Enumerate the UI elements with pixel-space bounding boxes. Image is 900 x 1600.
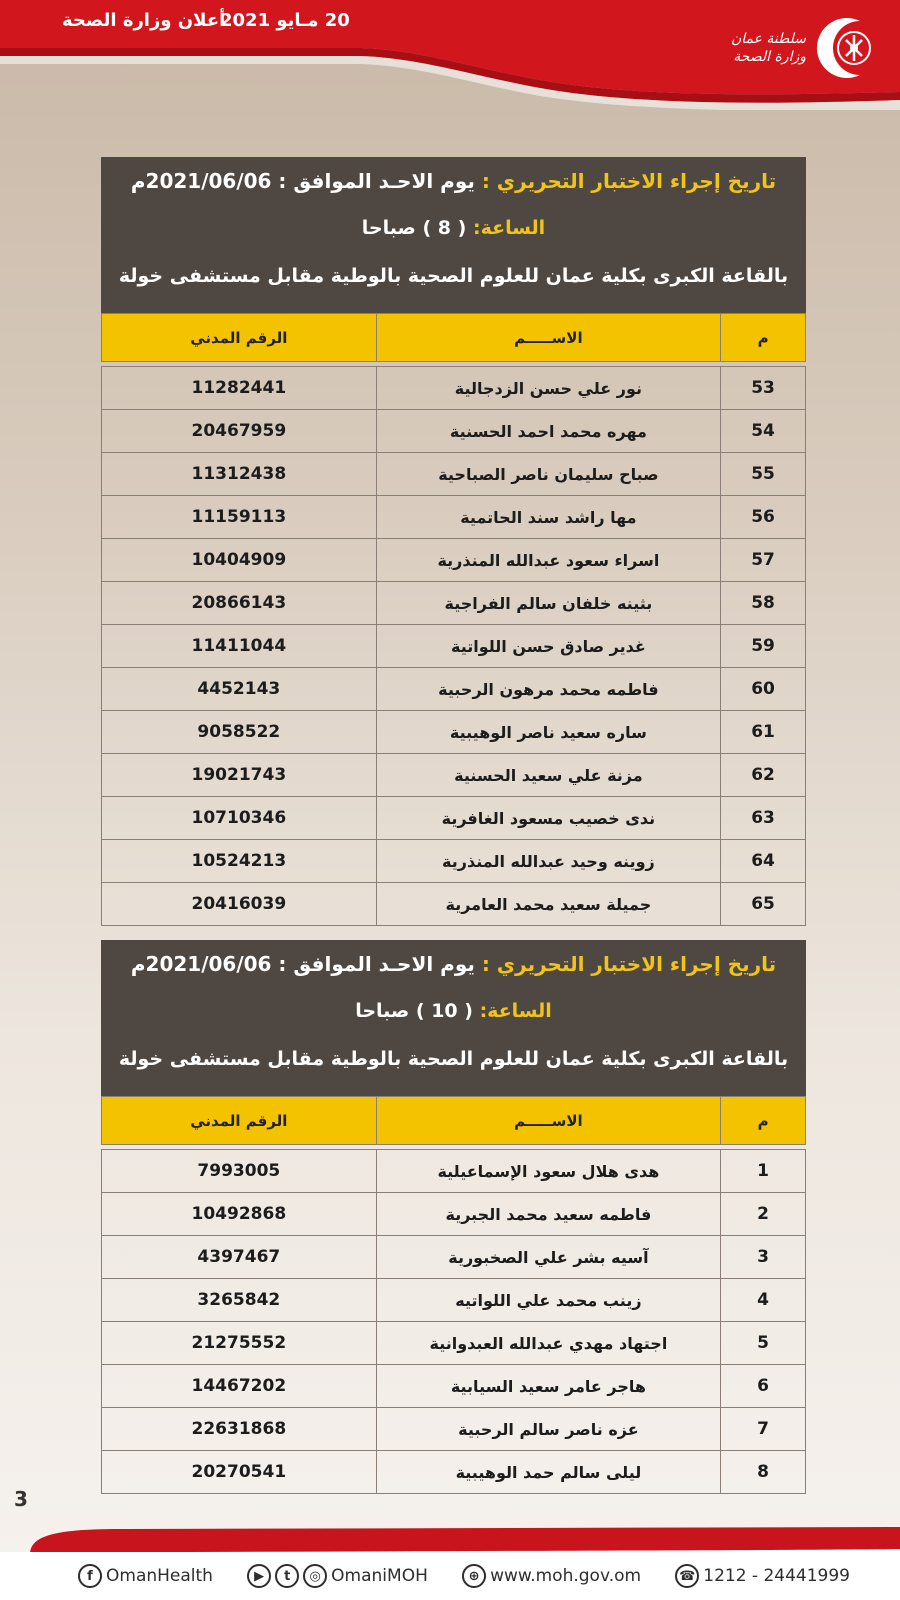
table-row [102, 754, 806, 797]
time-label: الساعة: [472, 217, 546, 239]
phone-icon: ☎ [675, 1564, 699, 1588]
row-number: 63 [721, 797, 806, 840]
exam-block-1-header [101, 157, 806, 313]
candidate-name: نور علي حسن الزدجالية [376, 367, 720, 410]
twitter-icon: t [275, 1564, 299, 1588]
exam-time-line [101, 990, 806, 1038]
logo-text-line1: سلطنة عمان [730, 31, 806, 47]
social-links[interactable] [247, 1564, 428, 1588]
exam-date-line [101, 940, 806, 990]
row-number: 62 [721, 754, 806, 797]
candidate-name: جميلة سعيد محمد العامرية [376, 883, 720, 926]
civil-id: 10404909 [102, 539, 377, 582]
time-label: الساعة: [479, 1000, 552, 1022]
exam-location: بالقاعة الكبرى بكلية عمان للعلوم الصحية بالوطية مقابل مستشفى خولة [118, 1048, 789, 1070]
row-number: 57 [721, 539, 806, 582]
table-row [102, 496, 806, 539]
table-header-row [102, 314, 806, 362]
civil-id: 7993005 [102, 1150, 377, 1193]
table-row [102, 711, 806, 754]
candidate-name: مزنة علي سعيد الحسنية [376, 754, 720, 797]
candidate-name: غدير صادق حسن اللواتية [376, 625, 720, 668]
table-header-row [102, 1097, 806, 1145]
candidate-name: اسراء سعود عبدالله المنذرية [376, 539, 720, 582]
col-name: الاســـــم [376, 1097, 720, 1145]
table-row [102, 883, 806, 926]
civil-id: 19021743 [102, 754, 377, 797]
table-row [102, 1365, 806, 1408]
phone-link[interactable] [675, 1564, 850, 1588]
row-number: 54 [721, 410, 806, 453]
row-number: 58 [721, 582, 806, 625]
civil-id: 11159113 [102, 496, 377, 539]
candidate-name: عزه ناصر سالم الرحبية [376, 1408, 720, 1451]
facebook-handle: OmanHealth [106, 1566, 213, 1586]
table-row [102, 1279, 806, 1322]
row-number: 3 [721, 1236, 806, 1279]
announcement-date: 20 مـايو 2021 [220, 10, 350, 31]
page-number: 3 [14, 1487, 28, 1511]
table-row [102, 410, 806, 453]
civil-id: 9058522 [102, 711, 377, 754]
facebook-link[interactable] [78, 1564, 213, 1588]
candidate-name: ندى خصيب مسعود الغافرية [376, 797, 720, 840]
table-row [102, 1193, 806, 1236]
logo-text-line2: وزارة الصحة [733, 49, 806, 65]
time-value: ( 10 ) صباحا [355, 1000, 473, 1022]
civil-id: 3265842 [102, 1279, 377, 1322]
candidate-name: فاطمه سعيد محمد الجبرية [376, 1193, 720, 1236]
civil-id: 11282441 [102, 367, 377, 410]
civil-id: 10524213 [102, 840, 377, 883]
row-number: 53 [721, 367, 806, 410]
candidate-name: اجتهاد مهدي عبدالله العبدوانية [376, 1322, 720, 1365]
row-number: 61 [721, 711, 806, 754]
candidate-name: زوينه وحيد عبدالله المنذرية [376, 840, 720, 883]
table-row [102, 797, 806, 840]
table-row [102, 1322, 806, 1365]
facebook-icon: f [78, 1564, 102, 1588]
page-header [0, 0, 900, 110]
web-icon: ⊕ [462, 1564, 486, 1588]
phone-number: 1212 - 24441999 [703, 1566, 850, 1586]
candidate-name: ليلى سالم حمد الوهيبية [376, 1451, 720, 1494]
logo-text [731, 30, 806, 66]
col-number: م [721, 1097, 806, 1145]
civil-id: 20866143 [102, 582, 377, 625]
row-number: 56 [721, 496, 806, 539]
row-number: 2 [721, 1193, 806, 1236]
col-name: الاســـــم [376, 314, 720, 362]
candidate-name: ساره سعيد ناصر الوهيبية [376, 711, 720, 754]
row-number: 4 [721, 1279, 806, 1322]
footer-bar [0, 1552, 900, 1600]
row-number: 5 [721, 1322, 806, 1365]
candidates-table-2 [101, 1096, 806, 1494]
candidates-table-1 [101, 313, 806, 926]
row-number: 64 [721, 840, 806, 883]
civil-id: 14467202 [102, 1365, 377, 1408]
exam-date-line [101, 157, 806, 207]
exam-time-line [101, 207, 806, 255]
col-civil-id: الرقم المدني [102, 1097, 377, 1145]
row-number: 7 [721, 1408, 806, 1451]
social-handle: OmaniMOH [331, 1566, 428, 1586]
civil-id: 22631868 [102, 1408, 377, 1451]
col-civil-id: الرقم المدني [102, 314, 377, 362]
ministry-logo [702, 12, 882, 84]
civil-id: 11312438 [102, 453, 377, 496]
exam-block-1 [101, 157, 806, 926]
row-number: 59 [721, 625, 806, 668]
row-number: 1 [721, 1150, 806, 1193]
row-number: 65 [721, 883, 806, 926]
table-row [102, 840, 806, 883]
table-row [102, 668, 806, 711]
candidate-name: فاطمه محمد مرهون الرحبية [376, 668, 720, 711]
footer-wave [0, 1525, 900, 1555]
table-row [102, 1236, 806, 1279]
civil-id: 10492868 [102, 1193, 377, 1236]
table-row [102, 1150, 806, 1193]
announcement-title: أعلان وزارة الصحة [62, 10, 226, 31]
table-row [102, 539, 806, 582]
civil-id: 10710346 [102, 797, 377, 840]
exam-block-2 [101, 940, 806, 1494]
civil-id: 4452143 [102, 668, 377, 711]
exam-day: يوم الاحـد الموافق : 2021/06/06م [130, 952, 475, 976]
row-number: 55 [721, 453, 806, 496]
candidate-name: زينب محمد علي اللواتيه [376, 1279, 720, 1322]
civil-id: 20467959 [102, 410, 377, 453]
instagram-icon: ◎ [303, 1564, 327, 1588]
table-row [102, 1451, 806, 1494]
candidate-name: آسيه بشر علي الصخبورية [376, 1236, 720, 1279]
row-number: 8 [721, 1451, 806, 1494]
exam-day: يوم الاحـد الموافق : 2021/06/06م [130, 169, 475, 193]
table-row [102, 625, 806, 668]
candidate-name: هاجر عامر سعيد السيابية [376, 1365, 720, 1408]
candidate-name: مها راشد سند الحاتمية [376, 496, 720, 539]
civil-id: 20270541 [102, 1451, 377, 1494]
time-value: ( 8 ) صباحا [361, 217, 467, 239]
candidate-name: مهره محمد احمد الحسنية [376, 410, 720, 453]
civil-id: 20416039 [102, 883, 377, 926]
row-number: 6 [721, 1365, 806, 1408]
civil-id: 4397467 [102, 1236, 377, 1279]
exam-label: تاريخ إجراء الاختبار التحريري : [481, 169, 777, 193]
exam-location: بالقاعة الكبرى بكلية عمان للعلوم الصحية بالوطية مقابل مستشفى خولة [118, 265, 789, 287]
oman-emblem-icon [812, 13, 882, 83]
website-link[interactable] [462, 1564, 641, 1588]
exam-block-2-header [101, 940, 806, 1096]
candidate-name: بثينه خلفان سالم الفراجية [376, 582, 720, 625]
table-row [102, 453, 806, 496]
civil-id: 11411044 [102, 625, 377, 668]
candidate-name: صباح سليمان ناصر الصباحية [376, 453, 720, 496]
row-number: 60 [721, 668, 806, 711]
table-row [102, 1408, 806, 1451]
table-row [102, 582, 806, 625]
exam-label: تاريخ إجراء الاختبار التحريري : [481, 952, 777, 976]
candidate-name: هدى هلال سعود الإسماعيلية [376, 1150, 720, 1193]
website-url: www.moh.gov.om [490, 1566, 642, 1586]
civil-id: 21275552 [102, 1322, 377, 1365]
youtube-icon: ▶ [247, 1564, 271, 1588]
table-row [102, 367, 806, 410]
col-number: م [721, 314, 806, 362]
